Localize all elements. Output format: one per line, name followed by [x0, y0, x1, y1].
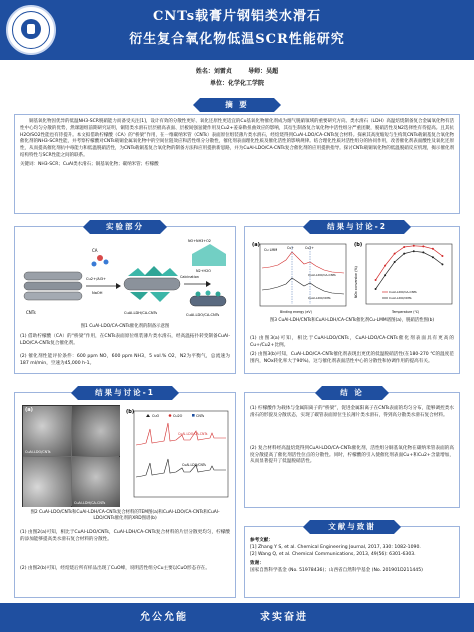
abstract-box	[14, 114, 460, 214]
activity-point	[394, 261, 396, 263]
acknowledgement-text: 国家自然科学基金 (No. 51978436)；山西省自然科学基金 (No. 201901D211445)	[250, 567, 423, 573]
tem-subimage-3	[23, 457, 71, 507]
activity-point	[441, 255, 443, 257]
tem-panel-label: (a)	[25, 407, 33, 413]
activity-point	[394, 253, 396, 255]
activity-point	[422, 251, 424, 253]
preparation-scheme	[20, 238, 230, 322]
experimental-text-2: (2) 催化剂性能评价条件：600 ppm NO，600 ppm NH3，5 vol.% O2，N2为平衡气，总流速为187 ml/min，空速为45,000 h-1。	[20, 354, 230, 366]
tem-image	[22, 405, 120, 507]
results1-text-2: (2) 由图2(b)可知，经焙烧后所有样品出现了CuO峰，说明活性组分Cu主要以CuO形态存在。	[20, 566, 210, 571]
footer-banner	[0, 603, 474, 632]
xrd-panel-label: (b)	[126, 409, 135, 415]
fig2-caption: 图2 CuAl-LDO/CNTs和CuAl-LDH/CA-CNTs复合材料的TEM图(a)和CuAl-LDO/CA-CNTs和CuAl-LDO/CNTs催化剂的XRD图谱(b)	[30, 510, 220, 522]
university-logo	[6, 5, 56, 55]
xps-title: Cu LMM	[264, 248, 278, 252]
header-banner	[0, 0, 474, 60]
activity-panel-label: (b)	[354, 242, 363, 248]
activity-point	[441, 263, 443, 265]
legend-cnts: CNTs	[196, 414, 205, 418]
xps-xlabel: Binding energy (eV)	[280, 310, 312, 314]
scheme-label-ions: Cu2+/Al3+	[86, 277, 107, 281]
results2-text-2: (2) 由图3(b)可知，CuAl-LDO/CA-CNTs催化剂表现出更优的低温脱硝活性(在180-270 ℃的温度范围内，NOx转化率大于90%)。这与催化剂表面活性中心的分散性和协调作用的提高有关。	[250, 352, 454, 364]
poster-title-line-2: 衍生复合氧化物低温SCR性能研究	[129, 32, 345, 47]
fig1-caption: 图1 CuAl-LDO/CA-CNTs催化剂的制备示意图	[80, 324, 170, 329]
experimental-text-1: (1) 借助柠檬酸（CA）的“桥梁”作用，在CNTs表面原位组装薄片类水滑石，经高温拓扑转变制备CuAl-LDO/CA-CNTs复合催化剂。	[20, 334, 230, 346]
references-block	[250, 538, 454, 574]
results1-heading: 结果与讨论-1	[78, 386, 172, 400]
lhd-cnt-composite	[124, 266, 180, 302]
activity-point	[375, 279, 377, 281]
results2-heading: 结果与讨论-2	[310, 220, 404, 234]
activity-point	[375, 288, 377, 290]
legend-marker-cu2o	[169, 414, 172, 417]
xrd-series-label-2: CuAl-LDO/CNTs	[182, 463, 206, 467]
legend-cuo: CuO	[152, 414, 160, 418]
tem-subimage-4	[72, 457, 120, 507]
activity-point	[432, 256, 434, 258]
scheme-label-ca: CA	[92, 248, 98, 253]
xps-panel-label: (a)	[252, 242, 260, 248]
tem-label-1: CuAl-LDO/CNTs	[25, 450, 51, 454]
activity-point	[413, 245, 415, 247]
conclusion-text-2: (2) 复合材料经高温焙烧得到CuAl-LDO/CA-CNTs催化剂，活性组分铜基氧化物在碳纳米管表面的高度分散提高了催化剂活性位点的分散性。同时，柠檬酸的引入使催化剂表面Cu+和Cu2+含量增加，从而显著提升了低温脱硝活性。	[250, 446, 454, 465]
activity-point	[432, 248, 434, 250]
references-label: 参考文献：	[250, 538, 273, 543]
xrd-frame	[134, 411, 228, 497]
conclusion-text-1: (1) 柠檬酸作为载体与金属阳离子的“桥梁”，促进金属阳离子在CNTs表面的均匀分布，能够调控类水滑石的形貌及分散状态，实现了碳管表面原位生长薄片类水滑石，得到高分散类水滑石复合材料。	[250, 406, 454, 418]
activity-point	[413, 250, 415, 252]
fig3-caption: 图3 CuAl-LDH/CNTs和CuAl-LDH/CA-CNTs催化剂Cu-LMM谱图(a)，脱硝活性图(b)	[269, 318, 435, 323]
scheme-label-reactants: NO+NH3+O2	[188, 239, 211, 243]
reference-item-2: [2] Wang Q, et al. Chemical Communications, 2013, 49(56): 6301-6303.	[250, 551, 416, 557]
activity-point	[384, 265, 386, 267]
xps-peak-cu2: Cu2+	[305, 246, 314, 250]
activity-legend-2: CuAl-LDO/CNTs	[389, 296, 412, 301]
ca-molecules	[92, 255, 109, 267]
author-line	[0, 68, 474, 76]
activity-frame	[366, 244, 452, 304]
scheme-label-products: N2+H2O	[196, 269, 211, 273]
xrd-series-label-1: CuAl-LDO/CA-CNTs	[178, 432, 208, 436]
poster-title-line-1: CNTs载膏片钢铝类水滑石	[152, 9, 322, 24]
slogan-right: 求实奋进	[260, 612, 308, 623]
legend-marker-cnts	[192, 414, 195, 417]
slogan-left: 允公允能	[140, 612, 188, 623]
experimental-heading: 实验部分	[90, 220, 160, 234]
activity-point	[422, 245, 424, 247]
scheme-label-ldo: CuAl-LDO/CA-CNTs	[186, 313, 220, 317]
conclusion-heading: 结 论	[322, 386, 382, 400]
xps-chart	[250, 238, 350, 316]
activity-legend-1: CuAl-LDO/CA-CNTs	[389, 290, 417, 295]
abstract-heading: 摘 要	[200, 98, 274, 112]
xrd-chart	[124, 405, 232, 507]
affiliation: 单位：化学化工学院	[209, 80, 264, 87]
advisor-name: 导师：吴超	[248, 68, 279, 75]
reference-item-1: [1] Zhang Y S, et al. Chemical Engineering Journal, 2017, 330: 1082-1090.	[250, 544, 421, 550]
keywords: 关键词：NH3-SCR；CuAl类水滑石；铜基氧化物；碳纳米管；柠檬酸	[20, 161, 159, 167]
xps-series-label-1: CuAl-LDO/CA-CNTs	[308, 273, 336, 277]
results1-text-1: (1) 由图2(a)可知，相比于CuAl-LDO/CNTs，CuAl-LDH/CA-CNTs复合材料的片层分散更均匀，柠檬酸的添加能够提高类水滑石复合材料的分散性。	[20, 530, 230, 542]
arrow-1	[86, 283, 121, 289]
author-name: 姓名：刘雷贞	[195, 68, 232, 75]
tem-subimage-2	[72, 406, 120, 456]
scheme-label-naoh: NaOH	[92, 291, 103, 295]
activity-point	[384, 274, 386, 276]
logo-emblem	[21, 19, 41, 39]
acknowledgement-label: 致谢：	[250, 560, 264, 566]
tem-label-2: CuAl-LDH/CA-CNTs	[74, 501, 106, 505]
activity-chart	[352, 238, 456, 316]
xps-peak-cu1: Cu+	[287, 246, 294, 250]
scheme-label-cnts: CNTs	[26, 310, 36, 315]
scheme-label-ldh: CuAl-LDH/CA-CNTs	[124, 311, 158, 315]
xrd-legend	[146, 414, 204, 418]
cnt-bundle	[24, 272, 82, 300]
abstract-text: 铜基氧化物因优异的低温NH3-SCR脱硝能力而备受关注[1]，设计有效的分散性更好、氧化还原性更适宜的Cu基氧化物催化剂成为烟气脱硝领域的重要研究方向。类水滑石（LDH）高温焙烧制备复合金属氧化物有活性中心均匀分散的优势，然课题组前期研究证明，铜铝类水滑石层层板高表面、层板间强氢键作用及Cu2+姜泰勒扭曲效应的影响，其衍生制备复合氧化物中活性组分严重团聚，脱硝活性及N2选择性有待提高。且其抗H2O/SO2性能也有待提升。本文拟借助柠檬酸（CA）的“桥梁”作用，在一维碳纳米管（CNTs）表面原位组装薄片类水滑石，经焙烧得到CuAl-LDO/CA-CNTs复合材料。探索其高度缩短与生构筑CNTs载铜基复合氧化物催化剂的NH3-SCR性能，并考察柠檬酸对CNTs载铜金属氧化物中的空间位阻效应和活性组分分散性，催化剂表面理化性质及催化活性的影响规律。结合理化性质对活性组分的协同作用，改善催化剂表面酸性及氧化还原性，从而提高催化剂抗中毒能力和低温脱硝活性，为CNTs载铜基复合氧化物的制备方法和应用提供新思路，并为CuAl-LDO/CA-CNTs复合催化剂的应用提供指导。探讨CNTs载铜氧化物的低温脱硝反应机理，揭示催化剂结构特性与SCR性能之间的联系。	[20, 119, 454, 158]
xps-series-label-2: CuAl-LDO/CNTs	[308, 296, 331, 300]
arrow-2	[184, 281, 211, 287]
legend-cu2o: Cu2O	[173, 414, 183, 418]
activity-point	[403, 253, 405, 255]
results2-text-1: (1) 由图3(a)可知，相比于CuAl-LDO/CNTs，CuAl-LDO/CA-CNTs催化剂表面具有更高的Cu+/Cu2+比例。	[250, 336, 454, 348]
scheme-label-calcination: Calcination	[180, 275, 199, 279]
activity-xlabel: Temperature (℃)	[392, 310, 420, 314]
activity-point	[403, 246, 405, 248]
references-heading: 文献与致谢	[310, 520, 394, 534]
activity-ylabel: NOx conversion (%)	[354, 266, 358, 298]
